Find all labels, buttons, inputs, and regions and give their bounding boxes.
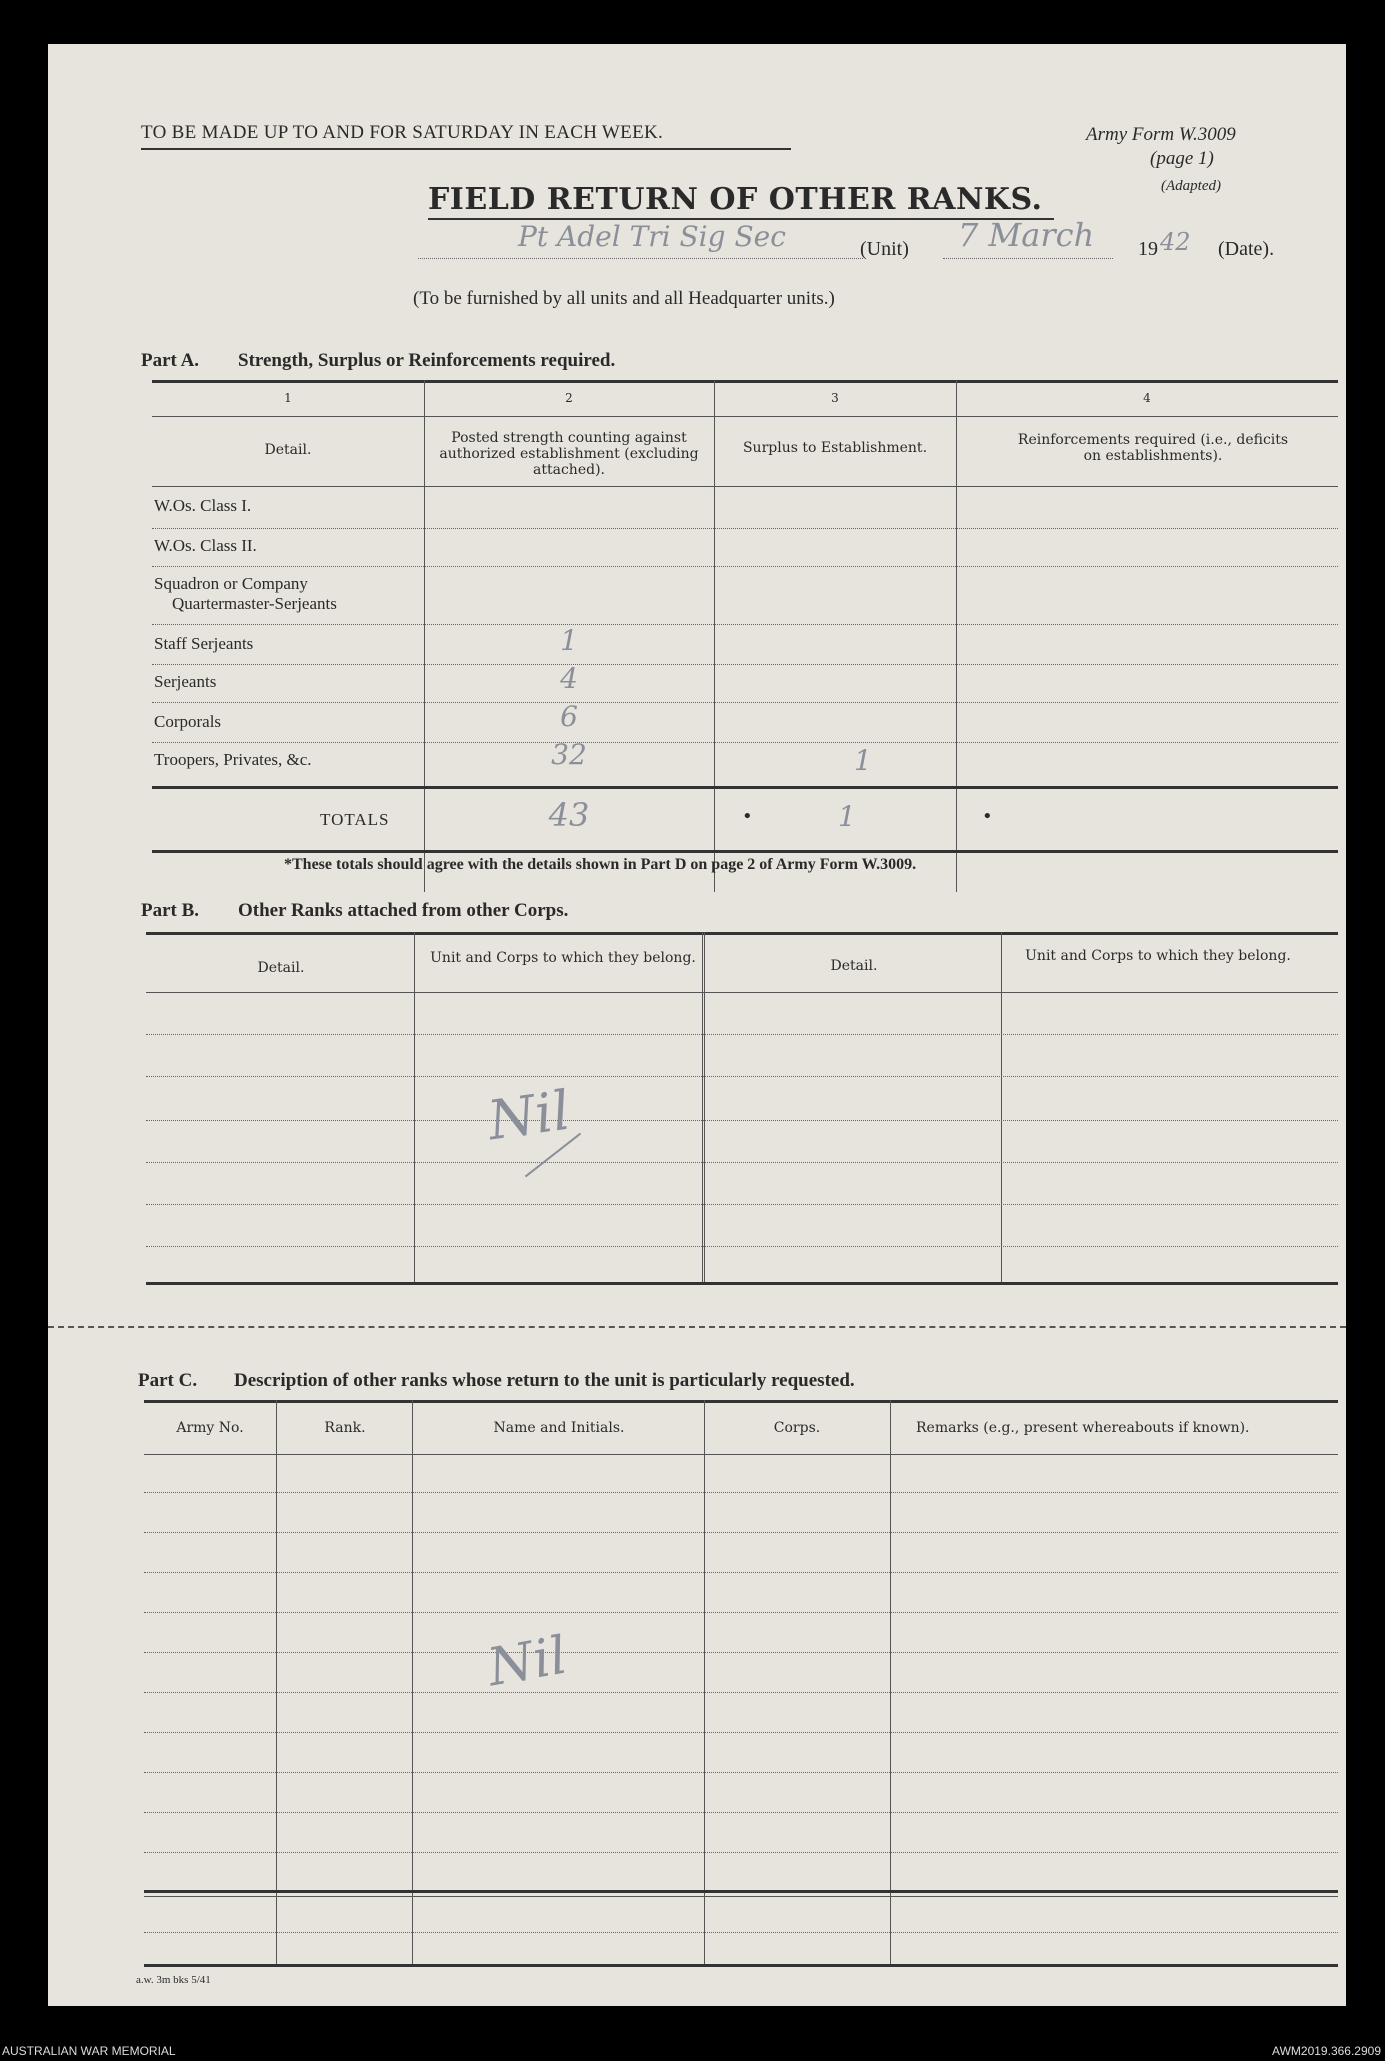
part-c-double-rule-2 [144,1896,1338,1897]
part-a-bottom-rule [152,850,1338,853]
totals-surplus: 1 [838,800,856,833]
row-surplus-privates: 1 [854,744,872,777]
date-value: 7 March [958,216,1095,254]
totals-surplus-asterisk: • [742,806,753,827]
part-c-row-rule [144,1652,1338,1653]
col-number-2: 2 [565,391,573,405]
part-c-row-rule [144,1612,1338,1613]
part-c-row-rule [144,1532,1338,1533]
part-b-row-rule [146,1076,1338,1077]
part-b-top-rule [146,932,1338,935]
year-prefix: 19 [1138,238,1158,260]
part-c-top-rule [144,1400,1338,1403]
row-rule [152,742,1338,743]
part-c-row-rule [144,1692,1338,1693]
part-b-row-rule [146,1204,1338,1205]
unit-value: Pt Adel Tri Sig Sec [518,220,786,253]
form-page-number: (page 1) [1150,148,1214,169]
row-detail-privates: Troopers, Privates, &c. [154,750,312,769]
row-detail-serjeants: Serjeants [154,672,217,691]
part-a-top-rule [152,380,1338,383]
row-detail-wo1: W.Os. Class I. [154,496,252,515]
part-b-row-rule [146,1246,1338,1247]
part-c-vline-3 [704,1400,705,1966]
col-number-3: 3 [831,391,839,405]
part-c-bottom-rule [144,1964,1338,1967]
instruction-underline [141,148,791,150]
date-line [943,258,1113,259]
page-title: FIELD RETURN OF OTHER RANKS. [428,182,1043,217]
part-b-vline-3 [1001,932,1002,1282]
part-c-row-rule [144,1572,1338,1573]
row-posted-corporals: 6 [560,700,578,733]
part-b-label: Part B. [141,900,200,921]
col-number-4: 4 [1143,391,1151,405]
part-c-header-corps: Corps. [773,1420,821,1436]
part-c-label: Part C. [138,1370,198,1391]
part-c-double-rule [144,1890,1338,1893]
part-b-header-detail-2: Detail. [830,958,878,974]
part-b-nil: Nil [484,1078,574,1153]
part-c-row-rule [144,1852,1338,1853]
col-header-surplus: Surplus to Establishment. [742,440,928,456]
row-posted-staff-serjeants: 1 [560,624,578,657]
part-c-row-rule [144,1492,1338,1493]
part-c-header-rule [144,1454,1338,1455]
row-rule [152,566,1338,567]
col-header-reinforcements: Reinforcements required (i.e., deficits on establishments). [1017,432,1289,464]
form-page [48,44,1346,2006]
part-a-footnote: *These totals should agree with the details shown in Part D on page 2 of Army Form W.3009. [284,856,917,873]
instruction-text: TO BE MADE UP TO AND FOR SATURDAY IN EACH WEEK. [141,122,664,143]
footer-right: AWM2019.366.2909 [1272,2044,1381,2058]
col-number-1: 1 [284,391,292,405]
date-label: (Date). [1218,238,1275,260]
totals-posted: 43 [548,796,590,834]
year-value: 42 [1160,228,1191,256]
totals-reinforcement-asterisk: • [982,806,993,827]
part-b-header-unit-2: Unit and Corps to which they belong. [1025,948,1291,964]
part-b-title: Other Ranks attached from other Corps. [238,900,569,921]
part-a-totals-rule [152,786,1338,789]
part-a-vline-3 [956,380,957,892]
print-code: a.w. 3m bks 5/41 [136,1974,211,1986]
part-b-header-unit-1: Unit and Corps to which they belong. [430,950,696,966]
part-c-title: Description of other ranks whose return to the unit is particularly requested. [234,1370,855,1391]
row-rule [152,528,1338,529]
part-c-row-rule [144,1732,1338,1733]
unit-line [418,258,863,259]
totals-label: TOTALS [320,810,390,829]
row-posted-serjeants: 4 [560,662,578,695]
part-b-header-detail-1: Detail. [257,960,305,976]
part-c-row-rule [144,1932,1338,1933]
part-b-row-rule [146,1162,1338,1163]
tear-line [48,1326,1346,1328]
row-rule [152,702,1338,703]
part-b-bottom-rule [146,1282,1338,1285]
part-a-header-rule [152,486,1338,487]
part-c-header-remarks: Remarks (e.g., present whereabouts if known). [916,1420,1250,1436]
row-detail-staff-serjeants: Staff Serjeants [154,634,254,653]
part-a-title: Strength, Surplus or Reinforcements required. [238,350,616,371]
part-b-vline-1 [414,932,415,1282]
furnished-note: (To be furnished by all units and all Headquarter units.) [413,288,835,309]
form-adapted: (Adapted) [1161,178,1221,194]
part-c-header-rank: Rank. [324,1420,366,1436]
part-b-header-rule [146,992,1338,993]
part-c-row-rule [144,1772,1338,1773]
col-header-detail: Detail. [264,442,312,458]
row-detail-wo2: W.Os. Class II. [154,536,257,555]
col-header-posted: Posted strength counting against authorized establishment (excluding attached). [439,430,699,478]
part-a-num-rule [152,416,1338,417]
footer-left: AUSTRALIAN WAR MEMORIAL [2,2044,176,2058]
row-detail-corporals: Corporals [154,712,222,731]
part-b-vline-2 [702,932,705,1282]
form-id: Army Form W.3009 [1086,124,1236,145]
part-a-label: Part A. [141,350,200,371]
row-rule [152,624,1338,625]
part-c-vline-4 [890,1400,891,1966]
part-a-vline-2 [714,380,715,892]
part-c-vline-1 [276,1400,277,1966]
part-c-nil: Nil [483,1625,572,1699]
row-detail-cqms: Squadron or Company [154,574,308,593]
row-rule [152,664,1338,665]
part-b-row-rule [146,1034,1338,1035]
unit-label: (Unit) [860,238,909,260]
part-b-row-rule [146,1120,1338,1121]
part-c-vline-2 [412,1400,413,1966]
part-c-header-name: Name and Initials. [493,1420,625,1436]
row-detail-cqms-2: Quartermaster-Serjeants [172,594,337,613]
row-posted-privates: 32 [551,738,587,771]
part-c-header-army-no: Army No. [176,1420,244,1436]
part-c-row-rule [144,1812,1338,1813]
